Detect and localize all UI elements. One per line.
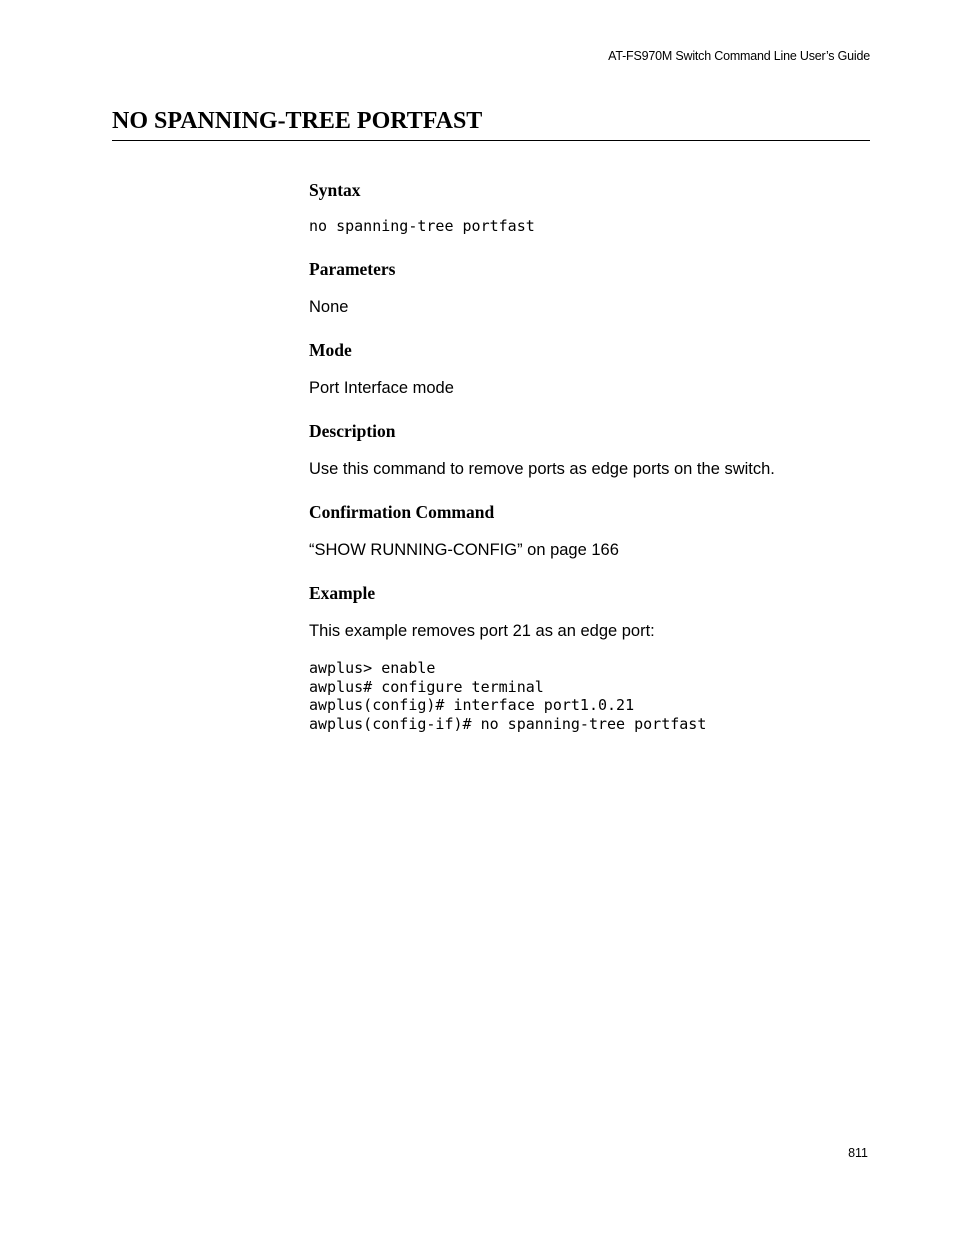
mode-heading: Mode xyxy=(309,340,352,360)
confirmation-link[interactable]: “SHOW RUNNING-CONFIG” on page 166 xyxy=(309,541,619,559)
example-code-line: awplus(config-if)# no spanning-tree portfast xyxy=(309,715,707,734)
example-code-line: awplus> enable xyxy=(309,659,436,677)
page-title: NO SPANNING-TREE PORTFAST xyxy=(112,108,483,134)
syntax-heading: Syntax xyxy=(309,180,361,200)
page-number: 811 xyxy=(848,1146,868,1160)
confirmation-heading: Confirmation Command xyxy=(309,502,495,522)
syntax-code: no spanning-tree portfast xyxy=(309,217,535,235)
example-heading: Example xyxy=(309,583,376,603)
parameters-text: None xyxy=(309,298,349,316)
example-text: This example removes port 21 as an edge port: xyxy=(309,622,655,640)
description-text: Use this command to remove ports as edge ports on the switch. xyxy=(309,460,775,478)
example-code-line: awplus# configure terminal xyxy=(309,677,544,696)
description-heading: Description xyxy=(309,421,396,441)
title-rule xyxy=(112,140,870,141)
parameters-heading: Parameters xyxy=(309,259,396,279)
example-code-line: awplus(config)# interface port1.0.21 xyxy=(309,696,635,715)
running-header: AT-FS970M Switch Command Line User’s Guide xyxy=(608,49,870,63)
mode-text: Port Interface mode xyxy=(309,379,454,397)
